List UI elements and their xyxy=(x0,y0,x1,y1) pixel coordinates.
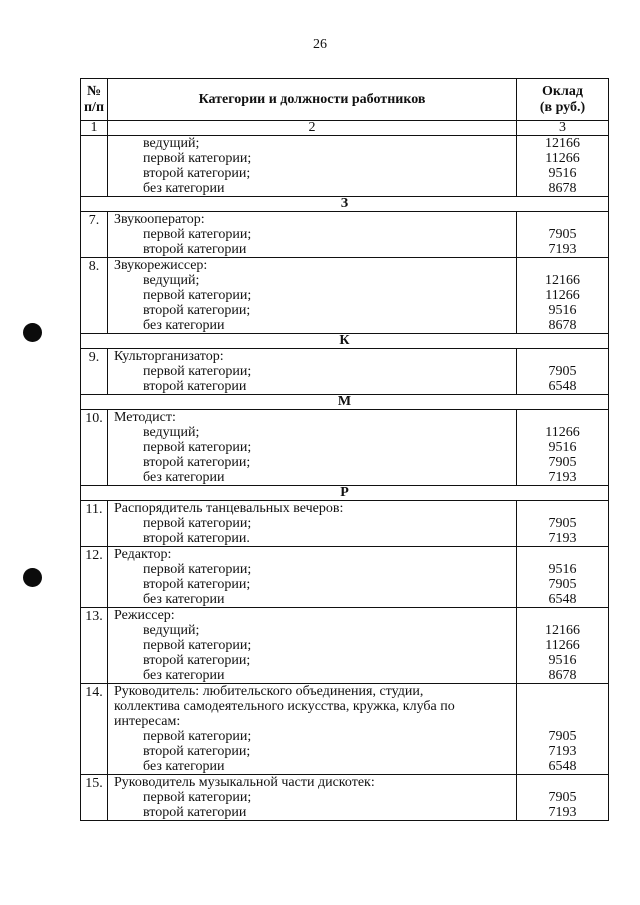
column-index: 3 xyxy=(517,121,609,136)
salary-spacer xyxy=(517,501,608,516)
category-label: первой категории; xyxy=(143,516,252,531)
category-label: без категории xyxy=(143,318,225,333)
salary-table xyxy=(80,78,609,821)
column-index: 2 xyxy=(108,121,517,136)
position-cell xyxy=(108,136,517,197)
salary-spacer xyxy=(517,212,608,227)
row-number: 15. xyxy=(81,775,108,821)
salary-cell xyxy=(517,775,609,821)
position-name: Руководитель: любительского объединения, студии, xyxy=(114,684,424,699)
salary-value: 7905 xyxy=(548,516,577,531)
category-label: второй категории; xyxy=(143,303,251,318)
salary-spacer xyxy=(517,714,608,729)
salary-value: 7905 xyxy=(548,364,577,379)
category-label: второй категории; xyxy=(143,577,251,592)
table-row xyxy=(81,349,609,395)
salary-value: 7905 xyxy=(548,455,577,470)
category-label: ведущий; xyxy=(143,623,200,638)
salary-spacer xyxy=(517,410,608,425)
section-letter: М xyxy=(81,395,609,410)
salary-value: 7905 xyxy=(548,227,577,242)
salary-spacer xyxy=(517,699,608,714)
section-letter: Р xyxy=(81,486,609,501)
table-row xyxy=(81,501,609,547)
table-row xyxy=(81,684,609,775)
salary-value: 11266 xyxy=(545,151,580,166)
salary-value: 6548 xyxy=(548,592,577,607)
salary-spacer xyxy=(517,547,608,562)
position-cell xyxy=(108,349,517,395)
salary-value: 7905 xyxy=(548,577,577,592)
category-label: без категории xyxy=(143,470,225,485)
row-number: 14. xyxy=(81,684,108,775)
header-num xyxy=(81,79,108,121)
section-row xyxy=(81,395,609,410)
salary-spacer xyxy=(517,349,608,364)
section-letter: З xyxy=(81,197,609,212)
category-label: ведущий; xyxy=(143,273,200,288)
position-name-cont: интересам: xyxy=(114,714,181,729)
section-letter: К xyxy=(81,334,609,349)
salary-cell xyxy=(517,547,609,608)
category-label: без категории xyxy=(143,181,225,196)
salary-value: 7905 xyxy=(548,790,577,805)
salary-cell xyxy=(517,608,609,684)
salary-value: 11266 xyxy=(545,288,580,303)
section-row xyxy=(81,334,609,349)
table-row xyxy=(81,775,609,821)
position-name: Методист: xyxy=(114,410,176,425)
category-label: второй категории; xyxy=(143,166,251,181)
salary-value: 8678 xyxy=(548,668,577,683)
position-name-cont: коллектива самодеятельного искусства, кружка, клуба по xyxy=(114,699,455,714)
salary-cell xyxy=(517,349,609,395)
header-num-line: п/п xyxy=(83,99,105,115)
category-label: ведущий; xyxy=(143,425,200,440)
category-label: ведущий; xyxy=(143,136,200,151)
salary-value: 7193 xyxy=(548,805,577,820)
column-index-row xyxy=(81,121,609,136)
position-cell xyxy=(108,684,517,775)
salary-value: 6548 xyxy=(548,759,577,774)
position-name: Звукорежиссер: xyxy=(114,258,208,273)
salary-value: 11266 xyxy=(545,638,580,653)
category-label: первой категории; xyxy=(143,440,252,455)
category-label: первой категории; xyxy=(143,562,252,577)
salary-value: 6548 xyxy=(548,379,577,394)
category-label: второй категории; xyxy=(143,653,251,668)
header-salary-line: (в руб.) xyxy=(539,99,586,115)
table-row xyxy=(81,547,609,608)
salary-value: 9516 xyxy=(548,166,577,181)
punch-hole-bottom xyxy=(23,568,42,587)
header-salary xyxy=(517,79,609,121)
position-cell xyxy=(108,547,517,608)
category-label: без категории xyxy=(143,668,225,683)
salary-cell xyxy=(517,212,609,258)
salary-value: 7193 xyxy=(548,470,577,485)
salary-value: 12166 xyxy=(545,273,580,288)
row-number: 10. xyxy=(81,410,108,486)
row-number: 12. xyxy=(81,547,108,608)
position-name: Звукооператор: xyxy=(114,212,205,227)
header-num-line: № xyxy=(86,83,102,99)
position-name: Редактор: xyxy=(114,547,172,562)
salary-value: 11266 xyxy=(545,425,580,440)
category-label: второй категории; xyxy=(143,744,251,759)
category-label: второй категории xyxy=(143,379,247,394)
salary-value: 7905 xyxy=(548,729,577,744)
section-row xyxy=(81,486,609,501)
position-name: Режиссер: xyxy=(114,608,175,623)
row-number xyxy=(81,136,108,197)
position-name: Распорядитель танцевальных вечеров: xyxy=(114,501,344,516)
category-label: без категории xyxy=(143,759,225,774)
punch-hole-top xyxy=(23,323,42,342)
category-label: второй категории; xyxy=(143,455,251,470)
position-cell xyxy=(108,258,517,334)
salary-value: 8678 xyxy=(548,181,577,196)
salary-cell xyxy=(517,410,609,486)
category-label: первой категории; xyxy=(143,790,252,805)
section-row xyxy=(81,197,609,212)
header-title: Категории и должности работников xyxy=(108,79,517,121)
category-label: первой категории; xyxy=(143,364,252,379)
position-name: Культорганизатор: xyxy=(114,349,224,364)
salary-cell xyxy=(517,501,609,547)
category-label: первой категории; xyxy=(143,638,252,653)
salary-value: 12166 xyxy=(545,623,580,638)
salary-spacer xyxy=(517,608,608,623)
position-cell xyxy=(108,775,517,821)
salary-spacer xyxy=(517,258,608,273)
category-label: без категории xyxy=(143,592,225,607)
table-row xyxy=(81,136,609,197)
row-number: 7. xyxy=(81,212,108,258)
salary-value: 9516 xyxy=(548,653,577,668)
row-number: 13. xyxy=(81,608,108,684)
position-cell xyxy=(108,212,517,258)
salary-value: 12166 xyxy=(545,136,580,151)
position-cell xyxy=(108,608,517,684)
category-label: первой категории; xyxy=(143,729,252,744)
table-row xyxy=(81,258,609,334)
table-row xyxy=(81,410,609,486)
table-row xyxy=(81,212,609,258)
salary-value: 9516 xyxy=(548,303,577,318)
category-label: первой категории; xyxy=(143,288,252,303)
salary-cell xyxy=(517,136,609,197)
category-label: второй категории xyxy=(143,805,247,820)
position-name: Руководитель музыкальной части дискотек: xyxy=(114,775,375,790)
salary-value: 9516 xyxy=(548,440,577,455)
table-row xyxy=(81,608,609,684)
salary-value: 7193 xyxy=(548,531,577,546)
salary-cell xyxy=(517,684,609,775)
row-number: 9. xyxy=(81,349,108,395)
salary-spacer xyxy=(517,775,608,790)
row-number: 8. xyxy=(81,258,108,334)
position-cell xyxy=(108,501,517,547)
position-cell xyxy=(108,410,517,486)
salary-value: 7193 xyxy=(548,744,577,759)
salary-value: 7193 xyxy=(548,242,577,257)
category-label: второй категории. xyxy=(143,531,250,546)
row-number: 11. xyxy=(81,501,108,547)
category-label: первой категории; xyxy=(143,151,252,166)
column-index: 1 xyxy=(81,121,108,136)
salary-value: 8678 xyxy=(548,318,577,333)
category-label: первой категории; xyxy=(143,227,252,242)
page-number: 26 xyxy=(313,37,327,52)
category-label: второй категории xyxy=(143,242,247,257)
header-salary-line: Оклад xyxy=(542,83,583,99)
salary-cell xyxy=(517,258,609,334)
salary-spacer xyxy=(517,684,608,699)
salary-value: 9516 xyxy=(548,562,577,577)
table-header-row xyxy=(81,79,609,121)
